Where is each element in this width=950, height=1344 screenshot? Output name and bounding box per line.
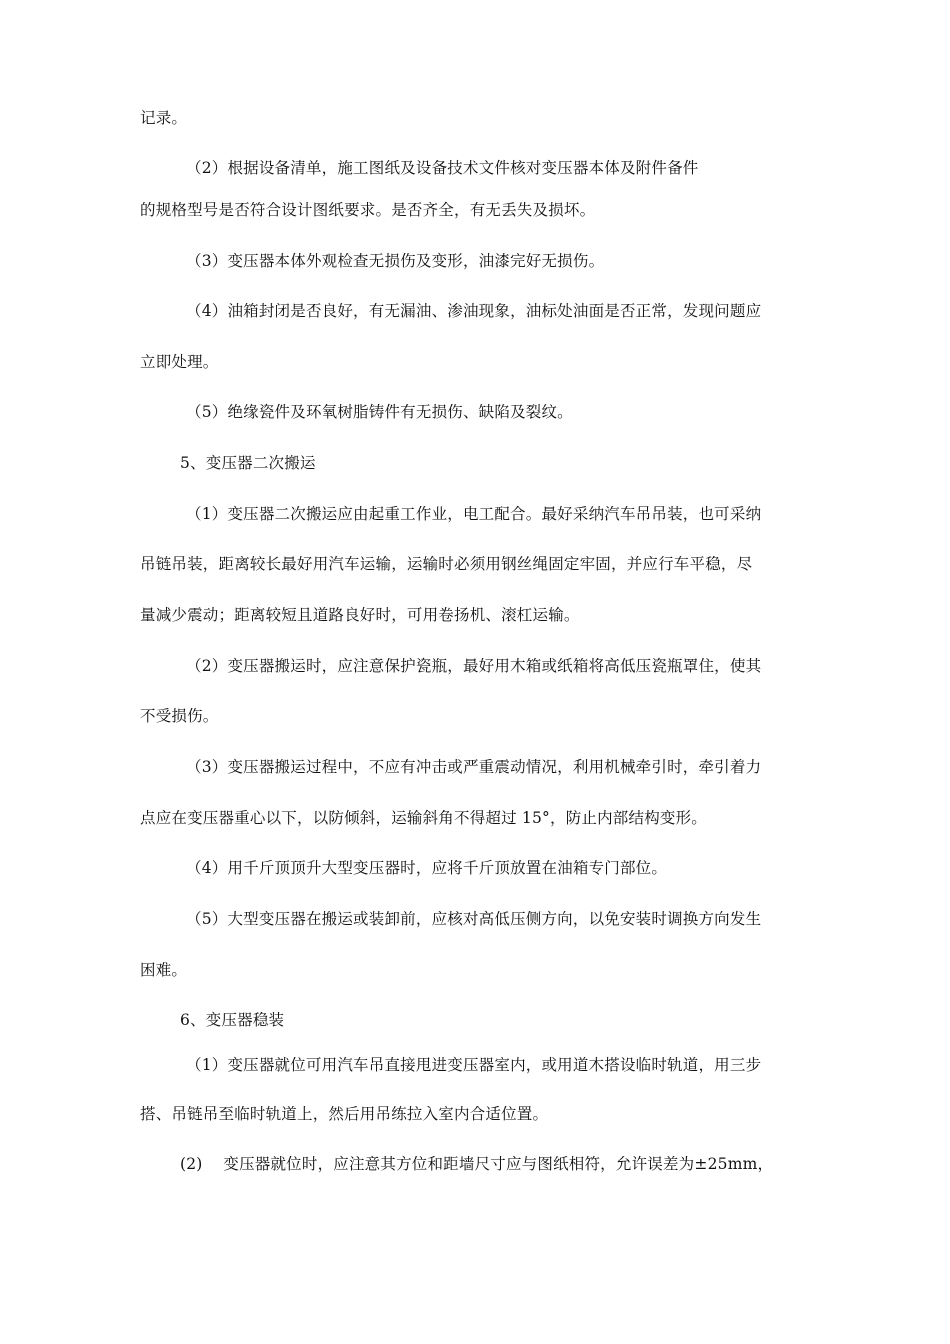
paragraph-line: （5）大型变压器在搬运或装卸前，应核对高低压侧方向，以免安装时调换方向发生 xyxy=(186,910,762,928)
paragraph-line: 困难。 xyxy=(140,961,188,979)
paragraph-line: 量减少震动；距离较短且道路良好时，可用卷扬机、滚杠运输。 xyxy=(140,606,580,624)
paragraph-line: (2) 变压器就位时，应注意其方位和距墙尺寸应与图纸相符，允许误差为±25mm， xyxy=(180,1155,774,1173)
paragraph-line: 的规格型号是否符合设计图纸要求。是否齐全，有无丢失及损坏。 xyxy=(140,201,596,219)
paragraph-line: （4）用千斤顶顶升大型变压器时，应将千斤顶放置在油箱专门部位。 xyxy=(186,859,668,877)
paragraph-line: 搭、吊链吊至临时轨道上，然后用吊练拉入室内合适位置。 xyxy=(140,1105,549,1123)
paragraph-line: （4）油箱封闭是否良好，有无漏油、渗油现象，油标处油面是否正常，发现问题应 xyxy=(186,302,762,320)
paragraph-line: （3）变压器搬运过程中，不应有冲击或严重震动情况，利用机械牵引时，牵引着力 xyxy=(186,758,762,776)
paragraph-line: （5）绝缘瓷件及环氧树脂铸件有无损伤、缺陷及裂纹。 xyxy=(186,403,573,421)
section-heading: 5、变压器二次搬运 xyxy=(180,454,316,472)
paragraph-line: （2）根据设备清单，施工图纸及设备技术文件核对变压器本体及附件备件 xyxy=(186,159,699,177)
paragraph-line: 吊链吊装，距离较长最好用汽车运输，运输时必须用钢丝绳固定牢固，并应行车平稳，尽 xyxy=(140,555,753,573)
paragraph-line: （1）变压器就位可用汽车吊直接甩进变压器室内，或用道木搭设临时轨道，用三步 xyxy=(186,1056,762,1074)
section-heading: 6、变压器稳装 xyxy=(180,1011,285,1029)
paragraph-line: 不受损伤。 xyxy=(140,707,219,725)
paragraph-line: 点应在变压器重心以下，以防倾斜，运输斜角不得超过 15°，防止内部结构变形。 xyxy=(140,809,708,827)
paragraph-line: （2）变压器搬运时，应注意保护瓷瓶，最好用木箱或纸箱将高低压瓷瓶罩住，使其 xyxy=(186,657,762,675)
paragraph-line: 记录。 xyxy=(140,109,188,127)
paragraph-line: 立即处理。 xyxy=(140,353,219,371)
paragraph-line: （3）变压器本体外观检查无损伤及变形，油漆完好无损伤。 xyxy=(186,252,605,270)
paragraph-line: （1）变压器二次搬运应由起重工作业，电工配合。最好采纳汽车吊吊装，也可采纳 xyxy=(186,505,762,523)
